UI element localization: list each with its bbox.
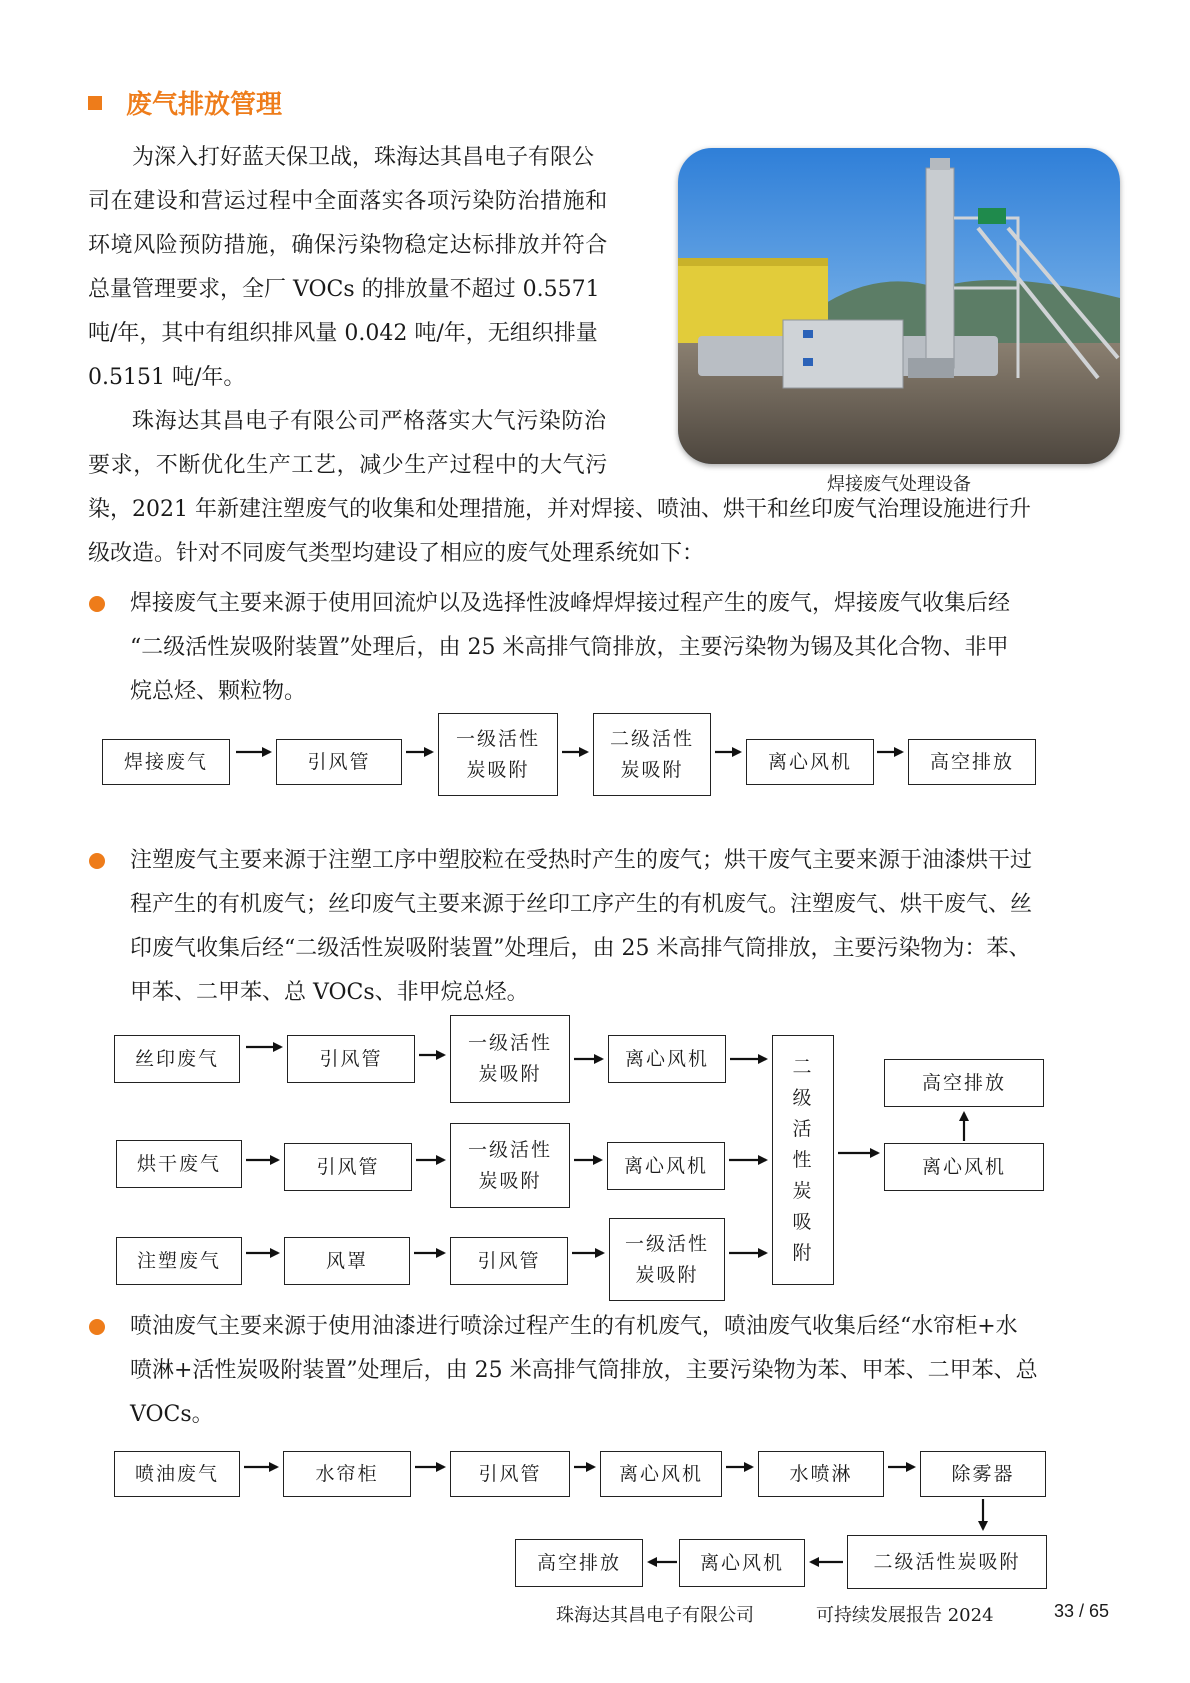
flow-box: 注塑废气 xyxy=(116,1237,242,1285)
flow-box-line: 一级活性 xyxy=(455,727,540,750)
flow-box: 引风管 xyxy=(450,1451,570,1497)
flow-box-line: 一级活性 xyxy=(467,1032,552,1054)
section-title xyxy=(88,84,282,121)
para2-line: 要求，不断优化生产工艺，减少生产过程中的大气污 xyxy=(88,453,608,478)
bullet-line: 喷淋+活性炭吸附装置”处理后，由 25 米高排气筒排放，主要污染物为苯、甲苯、二甲苯、总 xyxy=(130,1358,1038,1383)
bullet-line: 烷总烃、颗粒物。 xyxy=(130,679,307,704)
intro-line: 总量管理要求，全厂 VOCs 的排放量不超过 0.5571 xyxy=(88,277,600,302)
merge-char: 活 xyxy=(792,1117,814,1140)
flow-box-line: 炭吸附 xyxy=(478,1063,542,1085)
bullet-line: 喷油废气主要来源于使用油漆进行喷涂过程产生的有机废气，喷油废气收集后经“水帘柜+水 xyxy=(130,1314,1018,1339)
merge-char: 二 xyxy=(792,1055,814,1078)
flow-box: 离心风机 xyxy=(884,1143,1044,1191)
flow-box: 水帘柜 xyxy=(283,1451,411,1497)
merge-char: 性 xyxy=(792,1148,814,1171)
title-square-icon xyxy=(88,96,102,110)
merge-char: 吸 xyxy=(792,1210,814,1233)
bullet-dot-icon xyxy=(89,596,105,612)
bullet-line: VOCs。 xyxy=(130,1402,214,1427)
flow-box-line: 炭吸附 xyxy=(620,758,684,781)
intro-line: 环境风险预防措施，确保污染物稳定达标排放并符合 xyxy=(88,233,608,258)
flow-box: 引风管 xyxy=(276,739,402,785)
footer-page-number: 33 / 65 xyxy=(1054,1601,1110,1621)
flow-box: 丝印废气 xyxy=(114,1035,240,1083)
bullet-dot-icon xyxy=(89,1319,105,1335)
page-title: 废气排放管理 xyxy=(126,90,283,120)
flow-box: 引风管 xyxy=(287,1035,415,1083)
flow-box: 喷油废气 xyxy=(114,1451,240,1497)
flow-box: 离心风机 xyxy=(608,1035,726,1083)
flow-box-line: 一级活性 xyxy=(624,1232,709,1255)
bullet-line: 程产生的有机废气；丝印废气主要来源于丝印工序产生的有机废气。注塑废气、烘干废气、丝 xyxy=(130,892,1033,917)
flow-box-line: 炭吸附 xyxy=(478,1169,542,1192)
flow-box-line: 炭吸附 xyxy=(466,758,530,781)
merge-box-carbon xyxy=(772,1035,834,1285)
bullet-line: 甲苯、二甲苯、总 VOCs、非甲烷总烃。 xyxy=(130,980,529,1005)
flow-box xyxy=(450,1015,570,1103)
bullet-line: 印废气收集后经“二级活性炭吸附装置”处理后，由 25 米高排气筒排放，主要污染物为：苯、 xyxy=(130,936,1031,961)
bullet-line: 焊接废气主要来源于使用回流炉以及选择性波峰焊焊接过程产生的废气，焊接废气收集后经 xyxy=(130,591,1011,616)
intro-paragraph xyxy=(88,136,660,488)
footer-report: 可持续发展报告 2024 xyxy=(816,1605,994,1626)
flow-box: 水喷淋 xyxy=(758,1451,884,1497)
flow-box: 焊接废气 xyxy=(102,739,230,785)
merge-char: 炭 xyxy=(792,1179,814,1202)
flow-box: 风罩 xyxy=(284,1237,410,1285)
flow-box-line: 炭吸附 xyxy=(635,1263,699,1286)
flow-box xyxy=(450,1123,570,1208)
flow-box: 高空排放 xyxy=(515,1539,643,1587)
flow-box-line: 二级活性 xyxy=(609,727,694,750)
flow-box: 二级活性炭吸附 xyxy=(847,1535,1047,1589)
para2-line: 级改造。针对不同废气类型均建设了相应的废气处理系统如下： xyxy=(88,541,705,566)
merge-char: 级 xyxy=(792,1086,814,1109)
bullet-paragraph xyxy=(130,582,1120,714)
flow-box: 高空排放 xyxy=(884,1059,1044,1107)
flow-box: 引风管 xyxy=(450,1237,568,1285)
intro-line: 司在建设和营运过程中全面落实各项污染防治措施和 xyxy=(88,189,608,214)
flow-box: 高空排放 xyxy=(908,739,1036,785)
photo-caption: 焊接废气处理设备 xyxy=(827,474,971,495)
para2-wide xyxy=(88,488,1128,576)
bullet-dot-icon xyxy=(89,853,105,869)
flow-box: 烘干废气 xyxy=(116,1140,242,1188)
bullet-paragraph xyxy=(130,1305,1120,1437)
flow-box xyxy=(438,713,558,796)
flow-box: 除雾器 xyxy=(920,1451,1046,1497)
para2-line: 珠海达其昌电子有限公司严格落实大气污染防治 xyxy=(132,409,607,434)
bullet-line: “二级活性炭吸附装置”处理后，由 25 米高排气筒排放，主要污染物为锡及其化合物、非甲 xyxy=(130,635,1009,660)
flow-box: 离心风机 xyxy=(607,1142,725,1190)
flow-box-line: 一级活性 xyxy=(467,1138,552,1161)
intro-line: 为深入打好蓝天保卫战，珠海达其昌电子有限公 xyxy=(132,145,595,170)
equipment-photo xyxy=(678,148,1120,464)
flow-box: 引风管 xyxy=(284,1143,412,1191)
bullet-paragraph xyxy=(130,839,1120,1015)
flow-box xyxy=(609,1218,725,1301)
flow-box: 离心风机 xyxy=(679,1539,805,1587)
para2-line: 染，2021 年新建注塑废气的收集和处理措施，并对焊接、喷油、烘干和丝印废气治理设施进行升 xyxy=(88,497,1031,522)
intro-line: 0.5151 吨/年。 xyxy=(88,365,246,390)
flow-box: 离心风机 xyxy=(746,739,874,785)
merge-char: 附 xyxy=(792,1241,814,1264)
intro-line: 吨/年，其中有组织排风量 0.042 吨/年，无组织排量 xyxy=(88,321,598,346)
flow-box: 离心风机 xyxy=(600,1451,722,1497)
bullet-line: 注塑废气主要来源于注塑工序中塑胶粒在受热时产生的废气；烘干废气主要来源于油漆烘干过 xyxy=(130,848,1033,873)
flow-box xyxy=(593,713,711,796)
footer-company: 珠海达其昌电子有限公司 xyxy=(556,1605,754,1626)
